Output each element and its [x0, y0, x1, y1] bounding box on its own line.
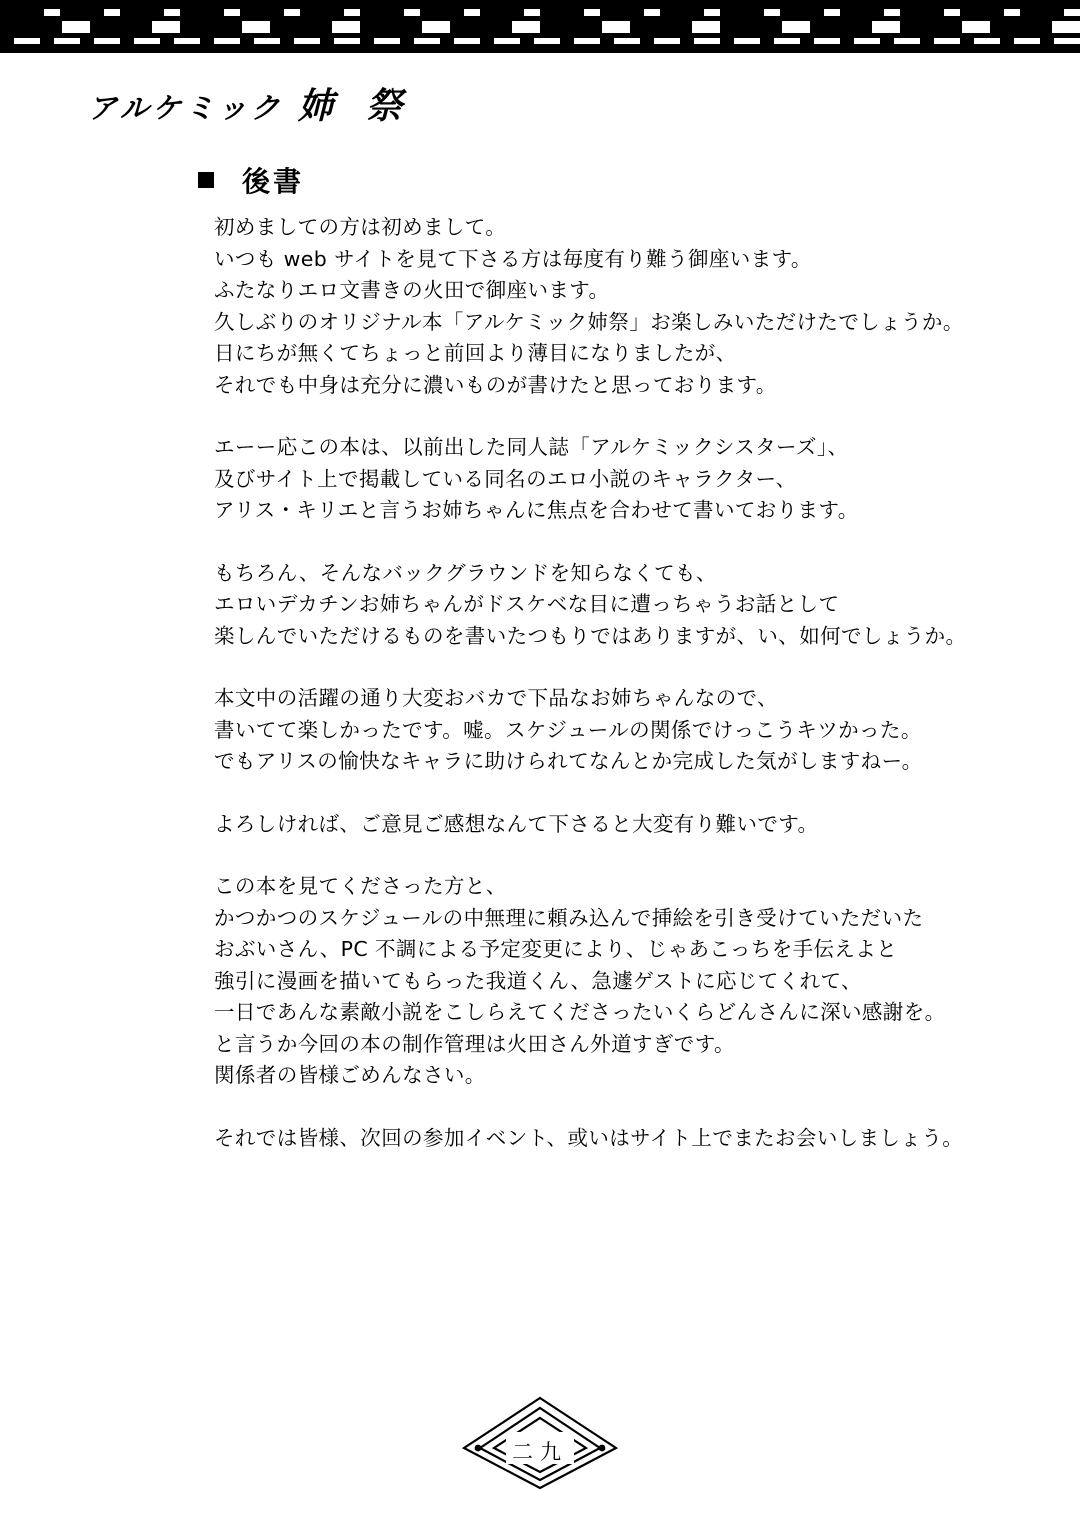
- border-tick: [270, 21, 332, 33]
- text-line: 本文中の活躍の通り大変おバカで下品なお姉ちゃんなので、: [214, 686, 778, 710]
- border-gap: [704, 9, 720, 16]
- border-gap: [62, 21, 90, 33]
- section-heading-label: 後書: [242, 165, 305, 198]
- border-tick: [120, 9, 164, 16]
- border-gap: [1064, 9, 1080, 16]
- border-tick: [420, 9, 464, 16]
- border-tick: [240, 9, 284, 16]
- border-tick: [450, 21, 512, 33]
- border-tick: [600, 9, 644, 16]
- page-number: 二九: [512, 1440, 568, 1464]
- text-line: 楽しんでいただけるものを書いたつもりではありますが、い、如何でしょうか。: [214, 623, 967, 648]
- border-gap: [284, 9, 300, 16]
- title-kana: アルケミック: [88, 91, 284, 125]
- border-gap: [692, 21, 720, 33]
- paragraph: [214, 212, 974, 401]
- border-tick: [720, 21, 782, 33]
- text-line: でもアリスの愉快なキャラに助けられてなんとか完成した気がしますねー。: [214, 749, 923, 773]
- border-tick-row-middle: [0, 21, 1080, 33]
- border-tick: [840, 9, 884, 16]
- paragraph: [214, 432, 974, 527]
- border-gap: [242, 21, 270, 33]
- text-line: エーー応この本は、以前出した同人誌「アルケミックシスターズ」、: [214, 435, 849, 459]
- text-line: ふたなりエロ文書きの火田で御座います。: [214, 278, 610, 302]
- text-line: それでは皆様、次回の参加イベント、或いはサイト上でまたお会いしましょう。: [214, 1125, 964, 1150]
- text-line: エロいデカチンお姉ちゃんがドスケベな目に遭っちゃうお話として: [214, 592, 840, 616]
- border-tick: [630, 21, 692, 33]
- paragraph: [214, 683, 974, 778]
- text-line: アリス・キリエと言うお姉ちゃんに焦点を合わせて書いております。: [214, 498, 859, 522]
- border-tick: [810, 21, 872, 33]
- text-line: 書いてて楽しかったです。嘘。スケジュールの関係でけっこうキツかった。: [214, 717, 922, 742]
- border-tick: [900, 21, 962, 33]
- border-gap: [602, 21, 630, 33]
- border-tick: [720, 9, 764, 16]
- border-tick: [60, 9, 104, 16]
- border-tick: [780, 9, 824, 16]
- border-gap: [512, 21, 540, 33]
- border-gap: [104, 9, 120, 16]
- border-gap: [1052, 21, 1080, 33]
- border-tick: [990, 21, 1052, 33]
- border-gap: [422, 21, 450, 33]
- border-tick: [360, 9, 404, 16]
- border-gap: [164, 9, 180, 16]
- text-line: と言うか今回の本の制作管理は火田さん外道すぎです。: [214, 1031, 735, 1056]
- text-line: 初めましての方は初めまして。: [214, 215, 507, 239]
- border-bar-bottom: [0, 44, 1080, 53]
- border-gap: [404, 9, 420, 16]
- border-gap: [824, 9, 840, 16]
- border-gap: [1004, 9, 1020, 16]
- border-tick: [0, 9, 44, 16]
- text-line: いつも web サイトを見て下さる方は毎度有り難う御座います。: [214, 246, 812, 271]
- text-line: よろしければ、ご意見ご感想なんて下さると大変有り難いです。: [214, 811, 819, 836]
- border-gap: [524, 9, 540, 16]
- border-tick: [0, 21, 62, 33]
- text-line: かつかつのスケジュールの中無理に頼み込んで挿絵を引き受けていただいた: [214, 905, 924, 930]
- border-gap: [962, 21, 990, 33]
- border-tick: [180, 9, 224, 16]
- paragraph: [214, 809, 974, 841]
- border-gap: [872, 21, 900, 33]
- page-title: [88, 78, 412, 129]
- border-tick: [90, 21, 152, 33]
- text-line: 久しぶりのオリジナル本「アルケミック姉祭」お楽しみいただけたでしょうか。: [214, 309, 964, 334]
- border-gap: [224, 9, 240, 16]
- border-tick: [540, 21, 602, 33]
- text-line: もちろん、そんなバックグラウンドを知らなくても、: [214, 560, 717, 585]
- border-tick: [480, 9, 524, 16]
- border-gap: [152, 21, 180, 33]
- border-gap: [782, 21, 810, 33]
- paragraph: [214, 558, 974, 653]
- border-gap: [344, 9, 360, 16]
- title-kanji: 姉 祭: [297, 86, 413, 127]
- border-tick: [1020, 9, 1064, 16]
- border-bar-top: [0, 0, 1080, 9]
- text-line: 関係者の皆様ごめんなさい。: [214, 1063, 486, 1087]
- border-tick: [960, 9, 1004, 16]
- border-tick: [300, 9, 344, 16]
- border-gap: [332, 21, 360, 33]
- paragraph: [214, 871, 974, 1092]
- square-bullet-icon: [198, 172, 214, 188]
- border-tick: [900, 9, 944, 16]
- border-tick: [180, 21, 242, 33]
- border-tick-row-upper: [0, 9, 1080, 16]
- border-gap: [464, 9, 480, 16]
- text-line: それでも中身は充分に濃いものが書けたと思っております。: [214, 372, 777, 397]
- text-line: 及びサイト上で掲載している同名のエロ小説のキャラクター、: [214, 466, 797, 491]
- text-line: 強引に漫画を描いてもらった我道くん、急遽ゲストに応じてくれて、: [214, 968, 862, 993]
- border-gap: [584, 9, 600, 16]
- border-gap: [884, 9, 900, 16]
- text-line: おぶいさん、PC 不調による予定変更により、じゃあこっちを手伝えよと: [214, 937, 898, 961]
- text-line: 日にちが無くてちょっと前回より薄目になりましたが、: [214, 341, 737, 365]
- section-heading: [198, 160, 304, 200]
- border-gap: [944, 9, 960, 16]
- border-gap: [764, 9, 780, 16]
- border-tick: [540, 9, 584, 16]
- text-line: この本を見てくださった方と、: [214, 874, 507, 898]
- text-line: 一日であんな素敵小説をこしらえてくださったいくらどんさんに深い感謝を。: [214, 1000, 946, 1024]
- afterword-body: [214, 212, 974, 1185]
- border-tick: [360, 21, 422, 33]
- border-gap: [44, 9, 60, 16]
- top-decorative-border: [0, 0, 1080, 56]
- paragraph: [214, 1123, 974, 1155]
- border-tick: [660, 9, 704, 16]
- border-gap: [644, 9, 660, 16]
- page-number-ornament: [0, 1392, 1080, 1502]
